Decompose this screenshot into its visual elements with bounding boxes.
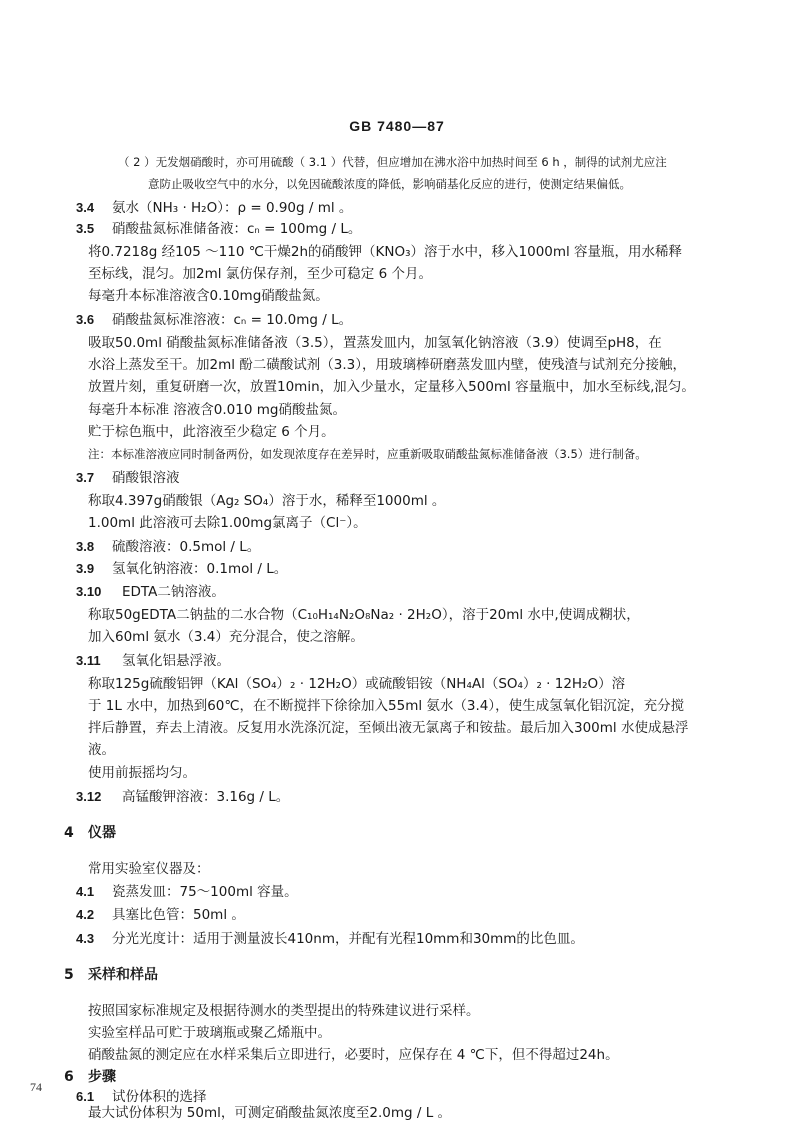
section-5-title: 采样和样品 <box>88 967 158 983</box>
section-3-4-number: 3.4 <box>76 200 95 215</box>
section-3-9-number: 3.9 <box>76 561 95 576</box>
section-3-11-line-3: 拌后静置，弃去上清液。反复用水洗涤沉淀，至倾出液无氯离子和铵盐。最后加入300ml 水使成悬浮 <box>88 720 689 736</box>
section-3-11-number: 3.11 <box>76 653 101 668</box>
section-3-6-note: 注：本标准溶液应同时制备两份，如发现浓度存在差异时，应重新吸取硝酸盐氮标准储备液（3.5）进行制备。 <box>88 447 647 461</box>
section-3-11-line-5: 使用前振摇均匀。 <box>88 765 196 781</box>
section-4-number: 4 <box>64 825 74 841</box>
section-3-5-line-2: 至标线，混匀。加2ml 氯仿保存剂，至少可稳定 6 个月。 <box>88 266 432 282</box>
section-4-1-text: 瓷蒸发皿：75～100ml 容量。 <box>112 884 298 900</box>
document-header: GB 7480—87 <box>349 118 445 134</box>
section-6-1-title: 试份体积的选择 <box>112 1089 207 1105</box>
section-3-10-title: EDTA二钠溶液。 <box>122 584 225 600</box>
section-3-7-number: 3.7 <box>76 470 95 485</box>
section-3-5-line-3: 每毫升本标准溶液含0.10mg硝酸盐氮。 <box>88 288 329 304</box>
section-3-11-line-2: 于 1L 水中，加热到60℃，在不断搅拌下徐徐加入55ml 氨水（3.4），使生成氢氧化铝沉淀，充分搅 <box>88 698 685 714</box>
section-3-8-number: 3.8 <box>76 539 95 554</box>
section-3-6-line-2: 水浴上蒸发至干。加2ml 酚二磺酸试剂（3.3），用玻璃棒研磨蒸发皿内壁，使残渣与试剂充分接触， <box>88 357 686 373</box>
section-4-2-number: 4.2 <box>76 907 95 922</box>
section-3-7-line-2: 1.00ml 此溶液可去除1.00mg氯离子（Cl⁻）。 <box>88 515 367 531</box>
section-3-6-number: 3.6 <box>76 312 95 327</box>
section-3-10-line-2: 加入60ml 氨水（3.4）充分混合，使之溶解。 <box>88 629 364 645</box>
note-2-line-1: （ 2 ）无发烟硝酸时，亦可用硫酸（ 3.1 ）代替，但应增加在沸水浴中加热时间至 6 h ，制得的试剂尤应注 <box>118 155 667 169</box>
section-5-line-2: 实验室样品可贮于玻璃瓶或聚乙烯瓶中。 <box>88 1025 331 1041</box>
section-3-9-text: 氢氧化钠溶液：0.1mol / L。 <box>112 561 288 577</box>
section-3-7-title: 硝酸银溶液 <box>112 470 180 486</box>
section-5-line-1: 按照国家标准规定及根据待测水的类型提出的特殊建议进行采样。 <box>88 1003 480 1019</box>
section-3-6-line-5: 贮于棕色瓶中，此溶液至少稳定 6 个月。 <box>88 424 335 440</box>
section-3-8-text: 硫酸溶液：0.5mol / L。 <box>112 539 261 555</box>
section-4-2-text: 具塞比色管：50ml 。 <box>112 907 245 923</box>
section-6-title: 步骤 <box>88 1069 116 1085</box>
note-2-line-2: 意防止吸收空气中的水分，以免因硫酸浓度的降低，影响硝基化反应的进行，使测定结果偏低。 <box>148 177 631 191</box>
section-5-line-3: 硝酸盐氮的测定应在水样采集后立即进行，必要时，应保存在 4 ℃下，但不得超过24h。 <box>88 1047 619 1063</box>
section-4-3-text: 分光光度计：适用于测量波长410nm，并配有光程10mm和30mm的比色皿。 <box>112 931 584 947</box>
section-3-4-text: 氨水（NH₃ · H₂O）：ρ = 0.90g / ml 。 <box>112 200 353 216</box>
section-3-5-number: 3.5 <box>76 221 95 236</box>
section-3-12-text: 高锰酸钾溶液：3.16g / L。 <box>122 789 290 805</box>
section-3-10-number: 3.10 <box>76 584 102 599</box>
section-3-6-title: 硝酸盐氮标准溶液：cₙ = 10.0mg / L。 <box>112 312 353 328</box>
section-3-11-line-1: 称取125g硫酸铝钾（KAl（SO₄）₂ · 12H₂O）或硫酸铝铵（NH₄Al（SO₄）₂ · 12H₂O）溶 <box>88 676 626 692</box>
page-number: 74 <box>30 1080 42 1094</box>
section-4-title: 仪器 <box>88 825 116 841</box>
section-3-5-title: 硝酸盐氮标准储备液：cₙ = 100mg / L。 <box>112 221 362 237</box>
section-4-3-number: 4.3 <box>76 931 95 946</box>
section-4-1-number: 4.1 <box>76 884 95 899</box>
section-3-7-line-1: 称取4.397g硝酸银（Ag₂ SO₄）溶于水，稀释至1000ml 。 <box>88 493 446 509</box>
section-4-intro: 常用实验室仪器及： <box>88 861 210 877</box>
section-6-1-line-1: 最大试份体积为 50ml，可测定硝酸盐氮浓度至2.0mg / L 。 <box>88 1105 452 1121</box>
section-3-6-line-3: 放置片刻，重复研磨一次，放置10min，加入少量水，定量移入500ml 容量瓶中，加水至标线,混匀。 <box>88 379 695 395</box>
section-3-11-line-4: 液。 <box>88 742 115 758</box>
section-3-6-line-1: 吸取50.0ml 硝酸盐氮标准储备液（3.5），置蒸发皿内，加氢氧化钠溶液（3.9）使调至pH8，在 <box>88 335 662 351</box>
section-3-5-line-1: 将0.7218g 经105 ～110 ℃干燥2h的硝酸钾（KNO₃）溶于水中，移入1000ml 容量瓶，用水稀释 <box>88 244 683 260</box>
section-6-number: 6 <box>64 1069 74 1085</box>
section-6-1-number: 6.1 <box>76 1089 95 1104</box>
section-3-11-title: 氢氧化铝悬浮液。 <box>122 653 230 669</box>
section-3-6-line-4: 每毫升本标准 溶液含0.010 mg硝酸盐氮。 <box>88 402 346 418</box>
section-3-12-number: 3.12 <box>76 789 102 804</box>
section-3-10-line-1: 称取50gEDTA二钠盐的二水合物（C₁₀H₁₄N₂O₈Na₂ · 2H₂O），溶于20ml 水中,使调成糊状， <box>88 607 640 623</box>
section-5-number: 5 <box>64 967 74 983</box>
